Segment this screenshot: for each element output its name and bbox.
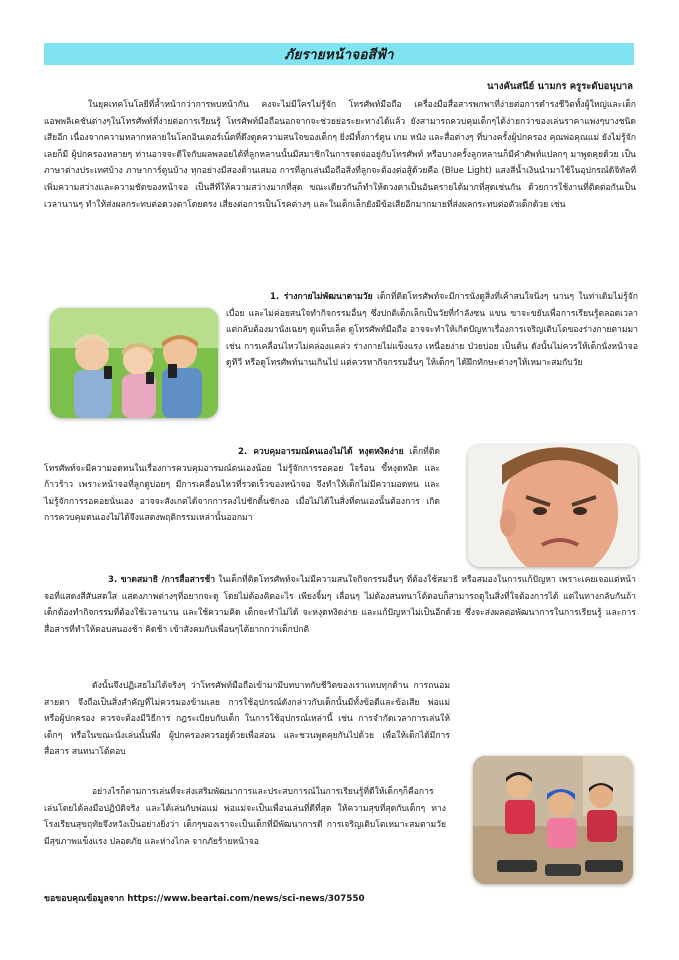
source-credit: ขอขอบคุณข้อมูลจาก https://www.beartai.com/news/sci-news/307550 — [44, 894, 365, 904]
item1-heading: 1. ร่างกายไม่พัฒนาตามวัย — [270, 292, 373, 302]
title-banner — [44, 43, 634, 65]
item1-body: เด็กที่ติดโทรศัพท์จะมีการนั่งดูสิ่งที่เค้าสนใจนิ่งๆ นานๆ ในท่าเดิมไม่รู้จักเบื่อย และไม่ค่อยสนใจทำกิจกรรมอื่นๆ ซึ่งปกติเด็กเล็กเป็นวัยที่กำลังซน แขน ขาจะขยับเพื่อการเรียนรู้ตลอดเวลา แต่กลับต้องมานั่งเฉยๆ ดูแท็บเล็ต ดูโทรศัพท์มือถือ อาจจะทำให้เกิดปัญหาเรื่องการเจริญเติบโตของร่างกายตามมา เช่น การเคลื่อนไหวไม่คล่องแคล่ว ร่างกายไม่แข็งแรง เหนื่อยง่าย ป่วยบ่อย เป็นต้น ดังนั้นไม่ควรให้เด็กนั่งหน้าจอดูทีวี หรือดูโทรศัพท์นานเกินไป แต่ควรหากิจกรรมอื่นๆ ให้เด็กๆ ได้ฝึกทักษะต่างๆให้เหมาะสมกับวัย — [226, 292, 638, 369]
conclusion-paragraph: ดังนั้นจึงปฏิเสธไม่ได้จริงๆ ว่าโทรศัพท์มือถือเข้ามามีบทบาทกับชีวิตของเราแทบทุกด้าน การถนอมสายตา จึงถือเป็นสิ่งสำคัญที่ไม่ควรมองข้ามเลย การใช้อุปกรณ์ดังกล่าวกับเด็กนั้นมีทั้งข้อดีและข้อเสีย พ่อแม่ หรือผู้ปกครอง ควรจะต้องมีวิธีการ กฎระเบียบกับเด็ก ในการใช้อุปกรณ์เหล่านี้ เช่น การจำกัดเวลาการเล่นให้เด็กๆ หรือในขณะนั่งเล่นนั้นพึ่ง ผู้ปกครองควรอยู่ด้วยเพื่อสอน และชวนพูดคุยกันไปด้วย เพื่อให้เด็กได้มีการสื่อสาร สนทนาโต้ตอบ — [44, 681, 450, 758]
children-with-phones-photo — [50, 308, 218, 418]
item3-body: ในเด็กที่ติดโทรศัพท์จะไม่มีความสนใจกิจกรรมอื่นๆ ที่ต้องใช้สมาธิ หรือสมองในการแก้ปัญหา เพราะเคยเจอแต่หน้าจอที่แสดงสีสันสดใส แสดงภาพต่างๆที่อยากจะดู โดยไม่ต้องคิดอะไร เพียงจิ้มๆ เลื่อนๆ ไม่ต้องสนทนาโต้ตอบก็สามารถดูในสิ่งที่ใจต้องการได้ แต่ในทางกลับกันถ้าเด็กต้องทำกิจกรรมที่ต้องใช้เวลานาน และใช้ความคิด เด็กจะทำไม่ได้ จะหงุดหงิดง่าย และแก้ปัญหาไม่เป็นอีกด้วย ซึ่งจะส่งผลต่อพัฒนาการในการเรียนรู้ และการสื่อสารที่ทำให้ตอบสนองช้า คิดช้า เข้าสังคมกับเพื่อนๆได้ยากกว่าเด็กปกติ — [44, 575, 636, 635]
children-on-skates-photo — [473, 756, 633, 884]
page-title: ภัยรายหน้าจอสีฟ้า — [284, 47, 394, 63]
item1-paragraph — [226, 289, 638, 372]
intro-paragraph: ในยุคเทคโนโลยีที่ล้ำหน้ากว่าการพบหน้ากัน คงจะไม่มีใครไม่รู้จัก โทรศัพท์มือถือ เครื่องมือสื่อสารพกพาที่ง่ายต่อการดำรงชีวิตทั้งผู้ใหญ่และเด็ก แอพพลิเคชันต่างๆในโทรศัพท์ที่ง่ายต่อการเรียนรู้ โทรศัพท์มือถือนอกจากจะช่วยย่อระยะทางได้แล้ว ยังสามารถควบคุมเด็กๆได้ง่ายกว่าของเล่นราคาแพงๆบางชนิดเสียอีก เนื่องจากความหลากหลายในโลกอินเตอร์เน็ตที่ดึงดูดความสนใจของเด็กๆ ยิ่งมีทั้งการ์ตูน เกม หนัง และสื่อต่างๆ ที่บางครั้งผู้ปกครอง คุณพ่อคุณแม่ ยังไม่รู้จักเลยก็มี ผู้ปกครองหลายๆ ท่านอาจจะดีใจกับผลพลอยได้ที่ลูกหลานนั้นมีสมาชิกในการจดจ่ออยู่กับโทรศัพท์ หรือบางครั้งลูกหลานก็มีคำศัพท์แปลกๆ มาพูดคุยด้วย เป็นภาษาต่างประเทศบ้าง ภาษาการ์ตูนบ้าง ทุกอย่างมีสองด้านเสมอ การที่ลูกเล่นมือถือสิ่งที่ลูกจะต้องต่อสู้ด้วยคือ (Blue Light) แสงสีน้ำเงินนำมาใช้ในอุปกรณ์ดิจิทัลที่เพิ่มความสว่างและความชัดของหน้าจอ เป็นสีที่ให้ความสว่างมากที่สุด ขณะเดียวกันก็ทำให้ดวงตาเป็นอันตรายได้มากที่สุดเช่นกัน ด้วยการใช้งานที่ติดต่อกันเป็นเวลานานๆ ทำให้ส่งผลกระทบต่อดวงตาโดยตรง เสี่ยงต่อการเป็นโรคต่างๆ และในเด็กเล็กยังมีข้อเสียอีกมากมายที่ส่งผลกระทบต่อตัวเด็กด้วย เช่น — [44, 100, 636, 210]
item3-heading: 3. ขาดสมาธิ /การสื่อสารช้า — [108, 575, 216, 585]
author-line: นางคันสนีย์ นามกร ครูระดับอนุบาล — [487, 81, 633, 92]
item3-paragraph — [44, 572, 636, 638]
item2-body: เด็กที่ติดโทรศัพท์จะมีความอดทนในเรื่องการควบคุมอารมณ์ตนเองน้อย ไม่รู้จักการรอคอย ใจร้อน ขี้หงุดหงิด และก้าวร้าว เพราะหน้าจอที่ลูกดูบ่อยๆ มีการเคลื่อนไหวที่รวดเร็วของหน้าจอ จึงทำให้เด็กไม่มีความอดทน และไม่รู้จักการรอคอยนั่นเอง อาจจะสังเกตได้จากการลงไปชักดิ้นชักงอ เมื่อไม่ได้ในสิ่งที่ตนเองนั้นต้องการ เกิดการควบคุมตนเองไม่ได้จึงแสดงพฤติกรรมเหล่านั้นออกมา — [44, 447, 441, 524]
angry-child-photo — [468, 445, 638, 567]
closing-paragraph: อย่างไรก็ตามการเล่นที่จะส่งเสริมพัฒนาการและประสบการณ์ในการเรียนรู้ที่ดีให้เด็กๆก็คือการเล่นโดยได้ลงมือปฏิบัติจริง และได้เล่นกับพ่อแม่ พ่อแม่จะเป็นเพื่อนเล่นที่ดีที่สุด ให้ความสุขที่สุดกับเด็กๆ ทางโรงเรียนสุขฤทัยจึงหวังเป็นอย่างยิ่งว่า เด็กๆของเราจะเป็นเด็กที่มีพัฒนาการดี การเจริญเติบโตเหมาะสมตามวัย มีสุขภาพแข็งแรง ปลอดภัย และห่างไกล จากภัยร้ายหน้าจอ — [44, 787, 446, 847]
item2-paragraph — [44, 444, 440, 527]
item2-heading: 2. ควบคุมอารมณ์ตนเองไม่ได้ หงุดหงิดง่าย — [238, 447, 404, 457]
